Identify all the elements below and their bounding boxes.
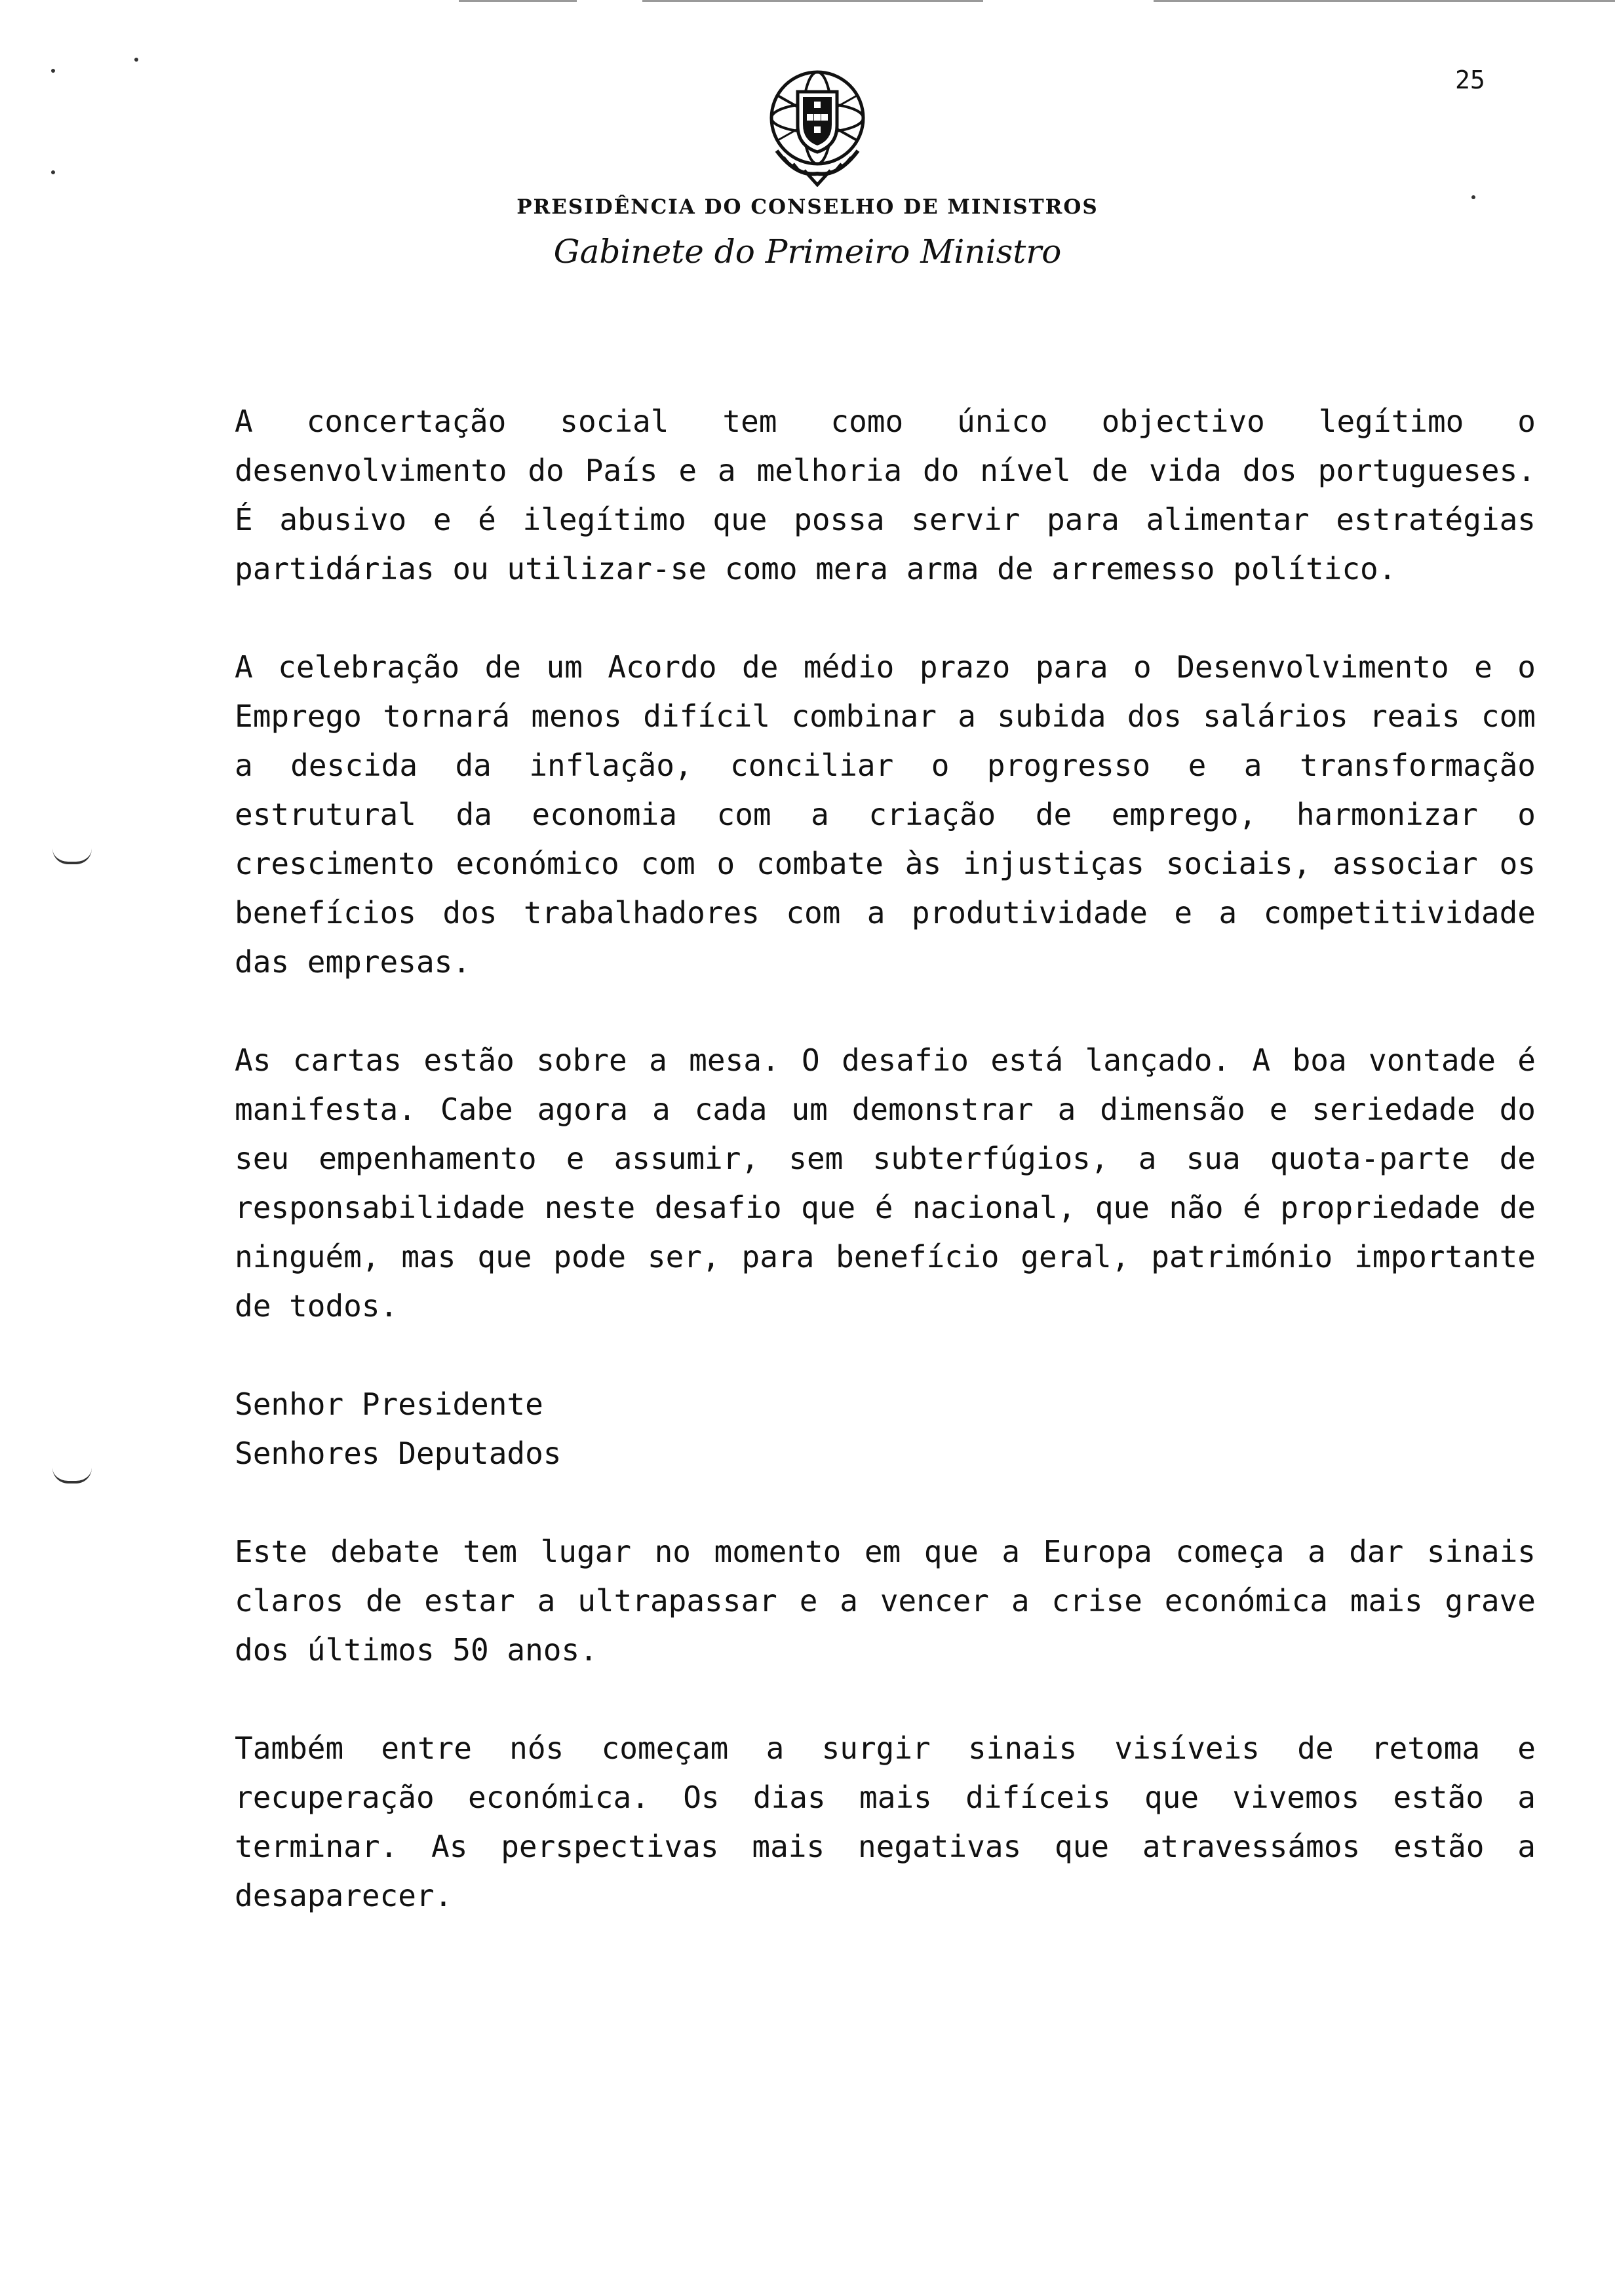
salutation bbox=[235, 1380, 1536, 1478]
scan-artifact bbox=[642, 0, 983, 2]
scan-artifact bbox=[134, 58, 138, 62]
paragraph: A celebração de um Acordo de médio prazo para o Desenvolvimento e o Emprego tornará menos difícil combinar a subida dos salários reais com a descida da inflação, conciliar o progresso e a transformação estrutural da economia com a criação de emprego, harmonizar o crescimento económico com o combate às injustiças sociais, associar os benefícios dos trabalhadores com a produtividade e a competitividade das empresas. bbox=[235, 649, 1536, 980]
paragraph: As cartas estão sobre a mesa. O desafio está lançado. A boa vontade é manifesta. Cabe agora a cada um demonstrar a dimensão e seriedade do seu empenhamento e assumir, sem subterfúgios, a sua quota-parte de responsabilidade neste desafio que é nacional, que não é propriedade de ninguém, mas que pode ser, para benefício geral, património importante de todos. bbox=[235, 1043, 1536, 1324]
paragraph: Este debate tem lugar no momento em que a Europa começa a dar sinais claros de estar a ultrapassar e a vencer a crise económica mais grave dos últimos 50 anos. bbox=[235, 1534, 1536, 1668]
portuguese-coat-of-arms-icon bbox=[764, 66, 872, 187]
page-number: 25 bbox=[1455, 66, 1485, 94]
salutation-line: Senhor Presidente bbox=[235, 1387, 543, 1422]
paragraph: A concertação social tem como único objectivo legítimo o desenvolvimento do País e a melhoria do nível de vida dos portugueses. É abusivo e é ilegítimo que possa servir para alimentar estratégias partidárias ou utilizar-se como mera arma de arremesso político. bbox=[235, 404, 1536, 586]
institution-name: PRESIDÊNCIA DO CONSELHO DE MINISTROS bbox=[516, 195, 1099, 219]
salutation-line: Senhores Deputados bbox=[235, 1436, 562, 1471]
margin-mark bbox=[52, 849, 92, 864]
scan-artifact bbox=[51, 170, 55, 174]
paragraph: Também entre nós começam a surgir sinais visíveis de retoma e recuperação económica. Os dias mais difíceis que vivemos estão a terminar. As perspectivas mais negativas que atravessámos estão a desaparecer. bbox=[235, 1731, 1536, 1913]
margin-mark bbox=[52, 1468, 92, 1483]
cabinet-name: Gabinete do Primeiro Ministro bbox=[553, 233, 1062, 271]
scan-artifact bbox=[51, 69, 55, 73]
scan-artifact bbox=[459, 0, 577, 2]
scan-artifact bbox=[1154, 0, 1615, 2]
document-body bbox=[235, 397, 1536, 1970]
